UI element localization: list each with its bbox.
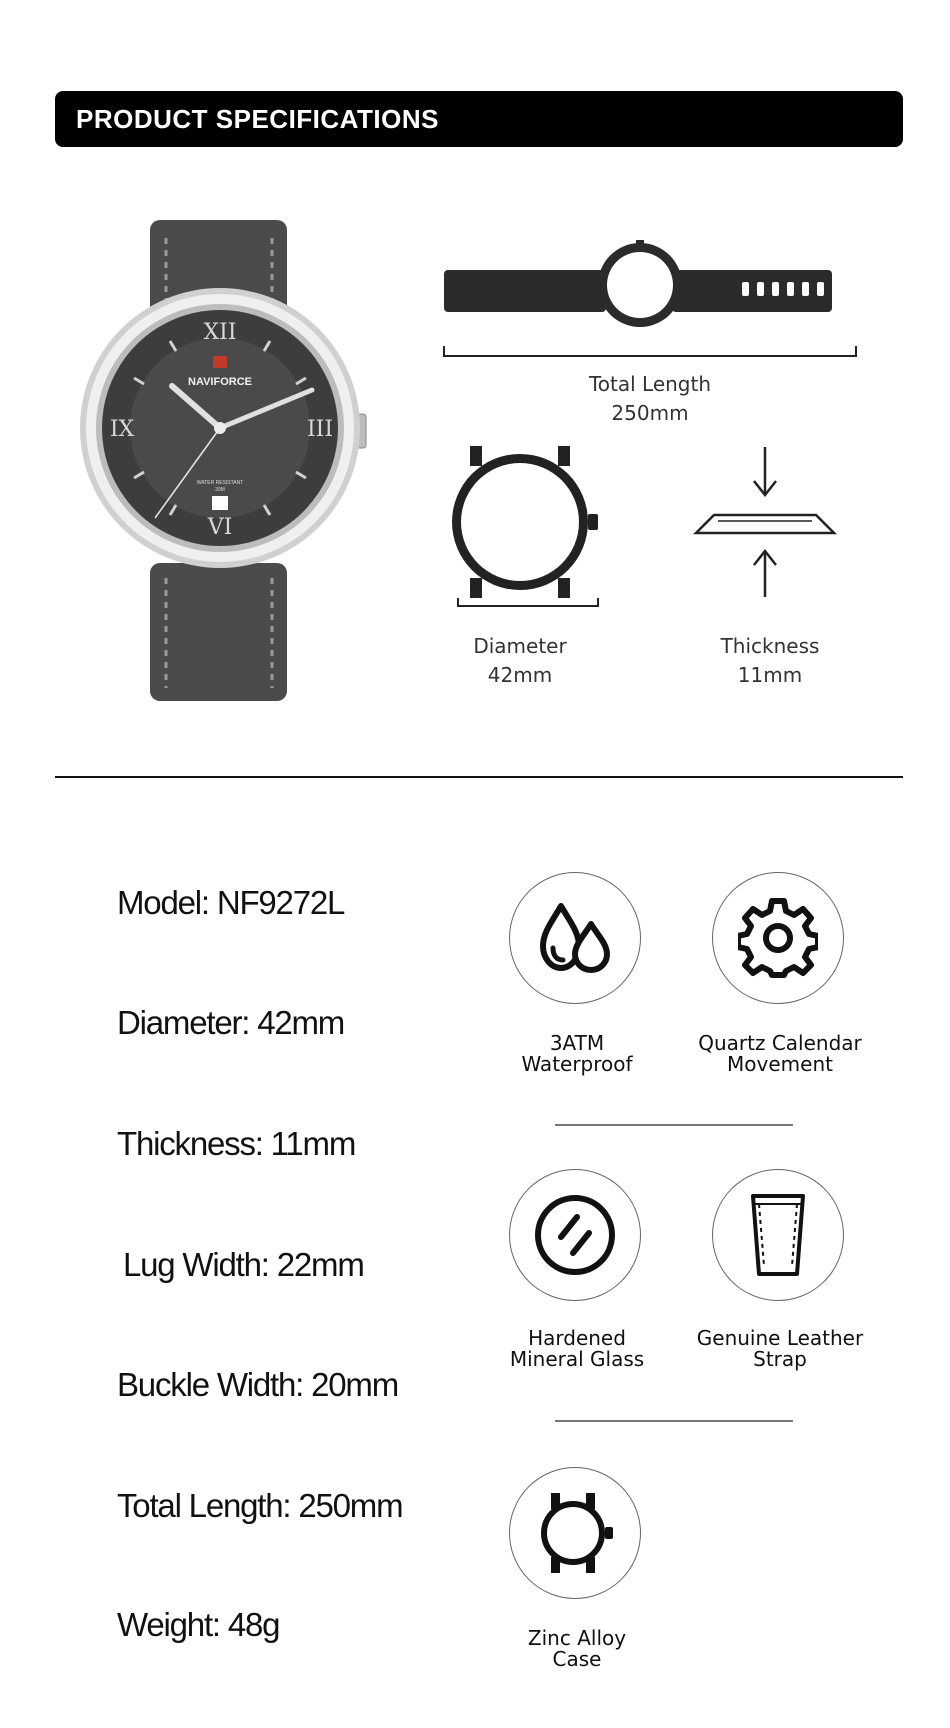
glass-icon: [533, 1193, 617, 1277]
spec-weight: Weight: 48g: [117, 1606, 280, 1643]
feature-waterproof-label: 3ATM Waterproof: [521, 1031, 633, 1076]
watch-case-icon: [533, 1491, 617, 1575]
feature-case: [509, 1467, 641, 1599]
thickness-label: Thickness 11mm: [720, 634, 820, 687]
water-drops-icon: [535, 898, 615, 978]
bottom-strap: [150, 563, 287, 701]
length-measure-line: [444, 346, 856, 356]
section-divider: [55, 776, 903, 778]
thickness-profile: [696, 515, 834, 533]
roman-xii: XII: [203, 320, 237, 345]
gear-icon: [738, 898, 818, 978]
watch-diameter-outline: [448, 442, 618, 612]
feature-waterproof: [509, 872, 641, 1004]
feature-divider-1: [555, 1124, 793, 1126]
diameter-label: Diameter 42mm: [473, 634, 567, 687]
feature-glass-label: Hardened Mineral Glass: [509, 1326, 645, 1371]
dial-depth: 30M: [215, 487, 225, 493]
roman-vi: VI: [207, 515, 233, 540]
feature-strap: [712, 1169, 844, 1301]
roman-ix: IX: [109, 417, 135, 442]
dial-water-resistant: WATER RESISTANT: [196, 480, 244, 486]
spec-model: Model: NF9272L: [117, 884, 345, 921]
feature-movement-label: Quartz Calendar Movement: [698, 1031, 862, 1076]
watch-length-outline: [440, 240, 860, 360]
diameter-measure-line: [458, 598, 598, 606]
total-length-label: Total Length 250mm: [588, 372, 712, 425]
feature-movement: [712, 872, 844, 1004]
product-watch-image: [80, 218, 380, 703]
roman-iii: III: [306, 417, 334, 442]
watch-thickness-outline: [690, 445, 850, 605]
page-title: PRODUCT SPECIFICATIONS: [76, 104, 439, 134]
feature-divider-2: [555, 1420, 793, 1422]
section-header: [55, 91, 903, 147]
leather-strap-icon: [743, 1190, 813, 1280]
spec-buckle-width: Buckle Width: 20mm: [117, 1366, 398, 1403]
brand-logo-mark: [213, 356, 227, 368]
spec-thickness: Thickness: 11mm: [117, 1125, 356, 1162]
feature-case-label: Zinc Alloy Case: [527, 1626, 627, 1671]
dial-brand: NAVIFORCE: [188, 376, 252, 388]
feature-strap-label: Genuine Leather Strap: [696, 1326, 864, 1371]
spec-diameter: Diameter: 42mm: [117, 1004, 345, 1041]
date-window: [212, 496, 228, 510]
spec-lug-width: Lug Width: 22mm: [123, 1246, 364, 1283]
spec-total-length: Total Length: 250mm: [117, 1487, 403, 1524]
feature-glass: [509, 1169, 641, 1301]
